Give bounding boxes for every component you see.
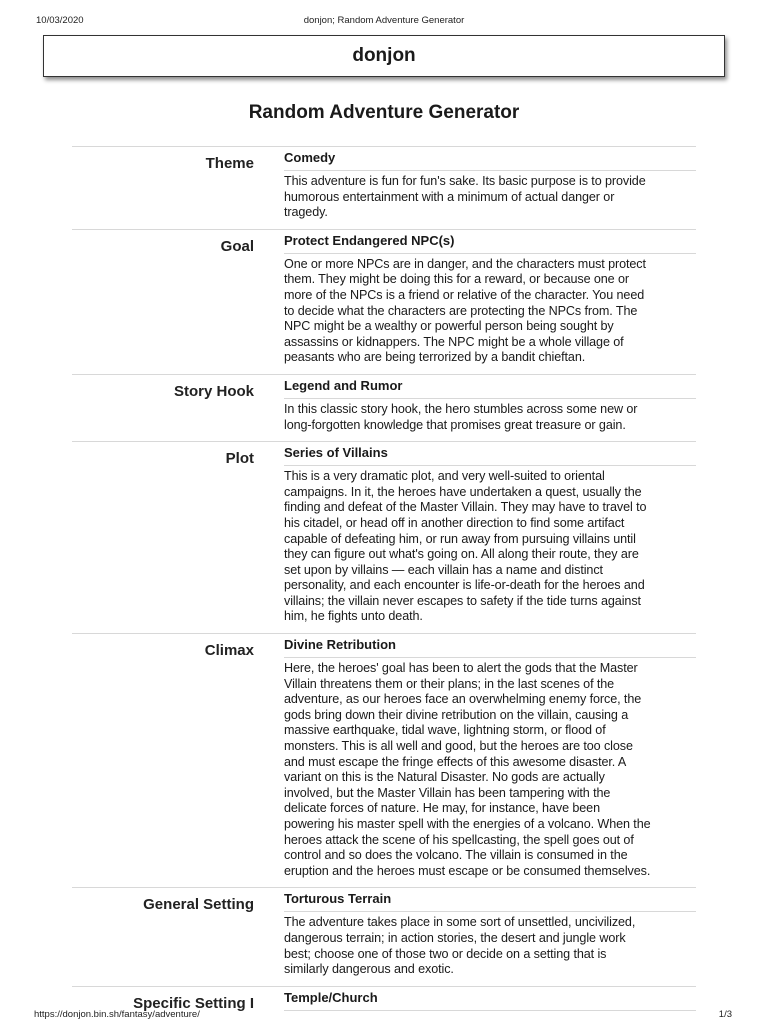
row-label: General Setting — [143, 896, 254, 914]
description-line: dangerous terrain; in action stories, the desert and jungle work — [284, 930, 626, 945]
row-result-name: Protect Endangered NPC(s) — [284, 230, 696, 254]
table-row — [72, 441, 696, 633]
description-line: monsters. This is all well and good, but the heroes are too close — [284, 739, 633, 754]
row-description — [284, 658, 696, 887]
description-line: similarly dangerous and exotic. — [284, 962, 454, 977]
table-row — [72, 374, 696, 441]
description-line: long-forgotten knowledge that promises great treasure or gain. — [284, 417, 626, 432]
description-line: villains; the villain never escapes to safety if the tide turns against — [284, 593, 641, 608]
row-description — [284, 912, 696, 985]
row-value — [284, 987, 696, 1012]
description-line: eruption and the heroes must escape or be consumed themselves. — [284, 863, 651, 878]
row-label: Plot — [225, 450, 254, 468]
description-line: delicate forces of nature. He may, for instance, have been — [284, 801, 600, 816]
row-value — [284, 634, 696, 887]
row-label: Climax — [204, 642, 254, 660]
description-line: Here, the heroes' goal has been to alert the gods that the Master — [284, 661, 638, 676]
row-result-name: Torturous Terrain — [284, 888, 696, 912]
row-value — [284, 147, 696, 229]
description-line: adventure, as our heroes face an overwhelming enemy force, the — [284, 692, 642, 707]
row-result-name: Series of Villains — [284, 442, 696, 466]
description-line: One or more NPCs are in danger, and the characters must protect — [284, 256, 646, 271]
row-result-name: Comedy — [284, 147, 696, 171]
row-value — [284, 230, 696, 374]
row-label: Specific Setting I — [133, 994, 254, 1012]
description-line: capable of defeating him, or run away from pursuing villains until — [284, 531, 636, 546]
description-line: Villain threatens them or their plans; in the last scenes of the — [284, 676, 615, 691]
description-line: and must escape the fringe effects of this awesome disaster. A — [284, 754, 627, 769]
description-line: set upon by villains — each villain has a name and distinct — [284, 562, 603, 577]
description-line: gods bring down their divine retribution on the villain, causing a — [284, 707, 629, 722]
row-description — [284, 399, 696, 441]
description-line: them. They might be doing this for a reward, or because one or — [284, 272, 629, 287]
description-line: involved, but the Master Villain has been tampering with the — [284, 785, 611, 800]
table-row — [72, 229, 696, 374]
row-label: Story Hook — [173, 382, 254, 400]
description-line: tragedy. — [284, 205, 328, 220]
description-line: personality, and each encounter is life-or-death for the heroes and — [284, 578, 645, 593]
row-description — [284, 171, 696, 229]
description-line: assassins or kidnappers. The NPC might be a whole village of — [284, 334, 624, 349]
row-value — [284, 375, 696, 441]
description-line: him, he fights unto death. — [284, 609, 423, 624]
description-line: best; choose one of those two or decide on a setting that is — [284, 946, 607, 961]
description-line: NPC might be a wealthy or powerful person being sought by — [284, 319, 614, 334]
description-line: finding and defeat of the Master Villain. They may have to travel to — [284, 500, 647, 515]
print-url: https://donjon.bin.sh/fantasy/adventure/ — [34, 1009, 200, 1020]
row-label: Goal — [220, 237, 254, 255]
row-result-name: Divine Retribution — [284, 634, 696, 658]
description-line: powering his master spell with the energies of a volcano. When the — [284, 817, 651, 831]
description-line: peasants who are being terrorized by a bandit chieftan. — [284, 350, 586, 365]
adventure-table — [72, 146, 696, 1012]
print-doc-title: donjon; Random Adventure Generator — [303, 15, 465, 26]
description-line: heroes attack the scene of his spellcasting, the spell goes out of — [284, 832, 634, 847]
row-result-name: Legend and Rumor — [284, 375, 696, 399]
row-label: Theme — [205, 155, 254, 172]
description-line: to decide what the characters are protecting the NPCs from. The — [284, 303, 638, 318]
description-line: In this classic story hook, the hero stumbles across some new or — [284, 401, 638, 416]
description-line: campaigns. In it, the heroes have undertaken a quest, usually the — [284, 484, 642, 499]
description-line: humorous entertainment with a minimum of actual danger or — [284, 189, 615, 204]
row-result-name: Temple/Church — [284, 987, 696, 1011]
site-header — [43, 35, 725, 77]
page-title: Random Adventure Generator — [248, 102, 520, 123]
description-line: his citadel, or head off in another direction to find some artifact — [284, 515, 625, 530]
description-line: massive earthquake, tidal wave, lightning storm, or flood of — [284, 723, 606, 738]
description-line: The adventure takes place in some sort of unsettled, uncivilized, — [284, 915, 636, 930]
table-row — [72, 986, 696, 1012]
description-line: more of the NPCs is a friend or relative of the character. You need — [284, 287, 645, 302]
row-description — [284, 254, 696, 374]
description-line: they can figure out what's going on. All along their route, they are — [284, 547, 639, 562]
table-row — [72, 146, 696, 229]
description-line: control and so does the volcano. The villain is consumed in the — [284, 848, 628, 863]
row-description — [284, 466, 696, 633]
table-row — [72, 887, 696, 985]
description-line: This adventure is fun for fun's sake. Its basic purpose is to provide — [284, 174, 646, 188]
table-row — [72, 633, 696, 887]
row-value — [284, 888, 696, 985]
print-date: 10/03/2020 — [36, 15, 84, 26]
row-value — [284, 442, 696, 633]
site-name-link[interactable]: donjon — [352, 45, 416, 66]
description-line: variant on this is the Natural Disaster. No gods are actually — [284, 770, 605, 785]
print-page-number: 1/3 — [718, 1009, 732, 1020]
description-line: This is a very dramatic plot, and very well-suited to oriental — [284, 469, 605, 484]
